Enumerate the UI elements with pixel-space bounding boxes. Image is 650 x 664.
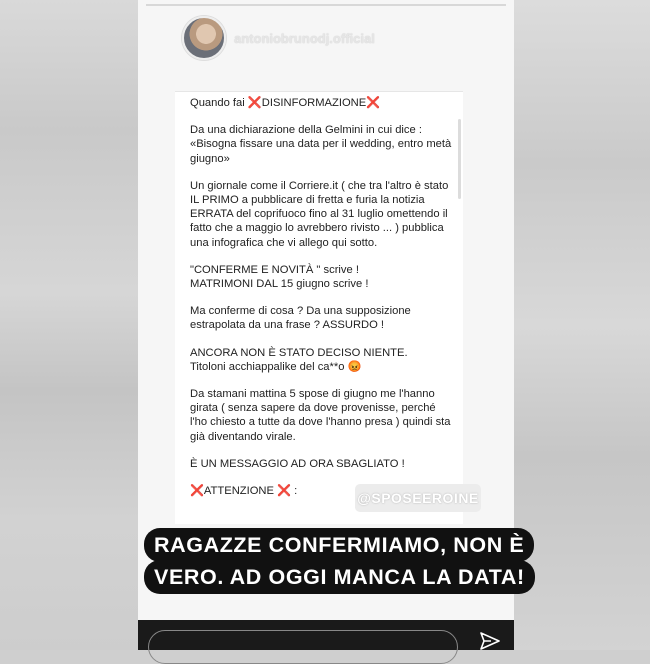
background-left [0, 0, 138, 650]
reply-bar [138, 620, 514, 650]
reply-input[interactable] [148, 630, 458, 664]
post-paragraph: Da una dichiarazione della Gelmini in cui dice : «Bisogna fissare una data per il wedding, entro metà giugno» [190, 124, 452, 165]
username[interactable]: antoniobrunodj.official [234, 30, 375, 46]
send-icon[interactable] [480, 632, 500, 650]
post-card [175, 91, 479, 524]
post-paragraph: Quando fai ❌DISINFORMAZIONE❌ [190, 97, 381, 109]
post-paragraph: "CONFERME E NOVITÀ " scrive ! MATRIMONI DAL 15 giugno scrive ! [190, 263, 369, 291]
post-paragraph: Un giornale come il Corriere.it ( che tra l'altro è stato IL PRIMO a pubblicare di fretta e furia la notizia ERRATA del coprifuoco fino al 31 luglio omettendo il fatto che a maggio lo avrebbero rivisto ... ) pubblica una infografica che vi allego qui sotto. [190, 179, 449, 249]
story-caption [144, 528, 525, 594]
story-progress-bar [146, 4, 506, 6]
story-header [182, 16, 375, 60]
caption-line-1: RAGAZZE CONFERMIAMO, NON È [144, 528, 534, 562]
caption-line-2: VERO. AD OGGI MANCA LA DATA! [144, 560, 535, 594]
post-paragraph: Ma conferme di cosa ? Da una supposizione estrapolata da una frase ? ASSURDO ! [190, 305, 411, 332]
post-paragraph: ANCORA NON È STATO DECISO NIENTE. Titoloni acchiappalike del ca**o 😡 [190, 346, 408, 373]
post-paragraph: ❌ATTENZIONE ❌ : [190, 485, 298, 498]
story-viewer[interactable] [138, 0, 525, 650]
watermark: @SPOSEEROINE [355, 484, 481, 512]
post-paragraph: È UN MESSAGGIO AD ORA SBAGLIATO ! [190, 457, 405, 470]
post-paragraph: Da stamani mattina 5 spose di giugno me l'hanno girata ( senza sapere da dove provenisse, perché l'ho chiesto a tutte da dove l'hanno presa ) quindi sta già diventando virale. [190, 388, 451, 443]
background-right [514, 0, 650, 650]
post-text [190, 96, 455, 511]
card-scrollbar [458, 119, 461, 199]
avatar[interactable] [182, 16, 226, 60]
